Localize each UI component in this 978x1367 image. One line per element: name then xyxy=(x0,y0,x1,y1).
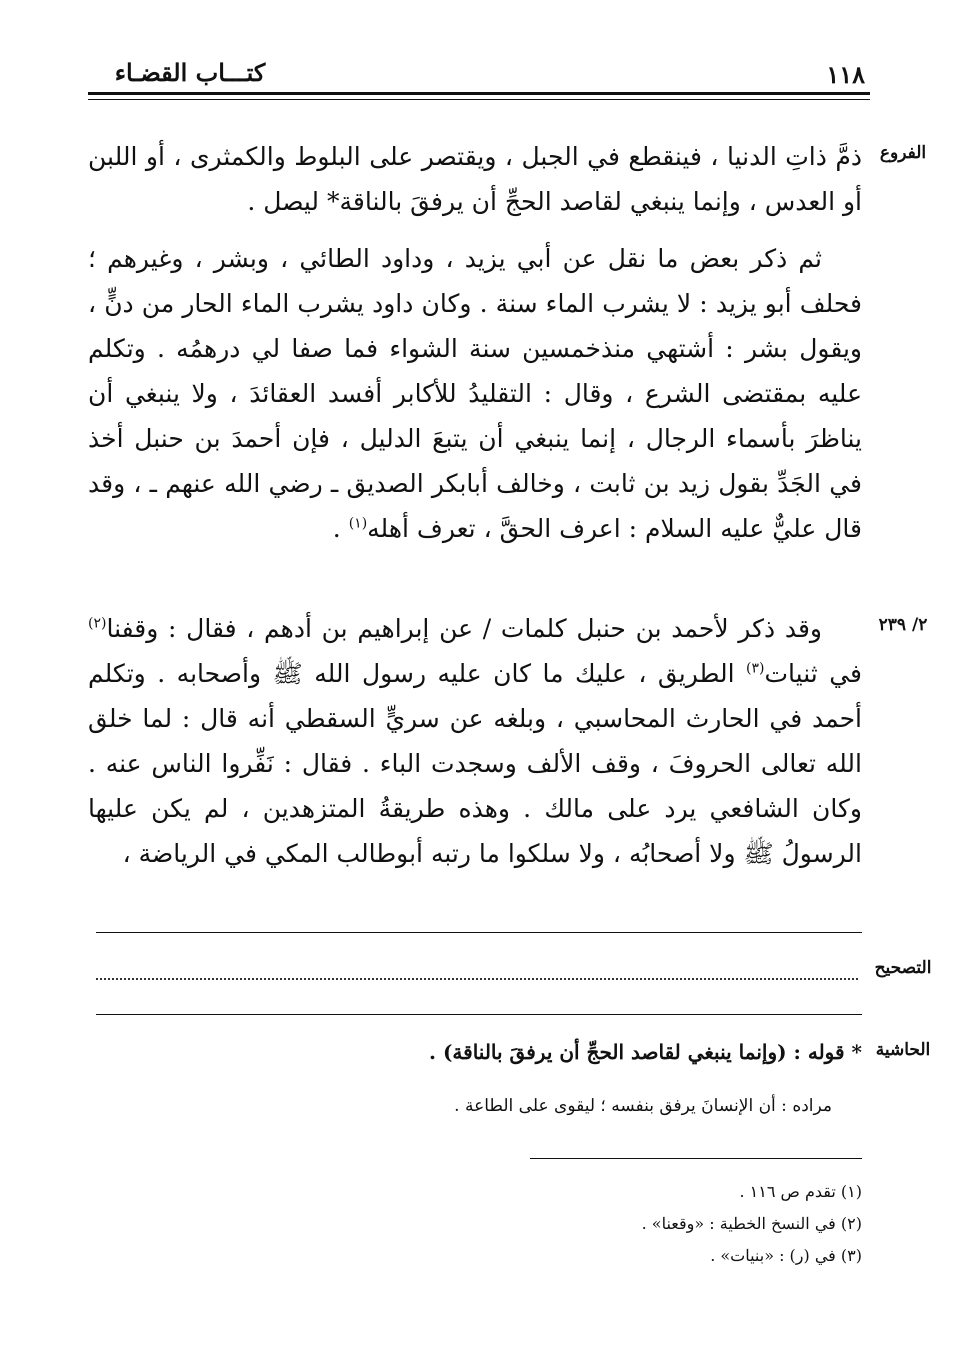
margin-label-hashiya: الحاشية xyxy=(875,1040,931,1060)
footnote-ref-2: (٢) xyxy=(88,615,107,632)
paragraph-1-text: ذمَّ ذاتِ الدنيا ، فينقطع في الجبل ، ويقتصر على البلوط والكمثرى ، أو اللبن أو العدس ، وإنما ينبغي لقاصد الحجِّ أن يرفقَ بالناقة* ليصل . xyxy=(88,142,862,216)
running-header-title: كتـــاب القضـاء xyxy=(114,58,266,87)
tashih-dotted-line xyxy=(96,958,858,980)
margin-label-ref: ٢/ ٢٣٩ xyxy=(878,615,928,635)
paragraph-2 xyxy=(88,236,862,551)
margin-label-tashih: التصحيح xyxy=(874,958,932,978)
hashiya-explanation: مراده : أن الإنسانَ يرفق بنفسه ؛ ليقوى على الطاعة . xyxy=(454,1096,832,1116)
paragraph-1 xyxy=(88,134,862,224)
header-rule-thick xyxy=(88,92,870,95)
paragraph-3 xyxy=(88,606,862,876)
hashiya-quote: * قوله : (وإنما ينبغي لقاصد الحجِّ أن يرفقَ بالناقة) . xyxy=(429,1040,862,1064)
paragraph-2-end: . xyxy=(332,514,349,543)
footnotes xyxy=(500,1176,862,1272)
footnote-2: (٢) في النسخ الخطية : «وقعنا» . xyxy=(641,1214,862,1233)
footnote-1: (١) تقدم ص ١١٦ . xyxy=(739,1182,862,1201)
page-number: ١١٨ xyxy=(826,60,865,89)
footnote-ref-1: (١) xyxy=(348,515,368,532)
tashih-top-rule xyxy=(96,932,862,933)
paragraph-2-text: ثم ذكر بعض ما نقل عن أبي يزيد ، وداود الطائي ، وبشر ، وغيرهم ؛ فحلف أبو يزيد : لا يشرب الماء سنة . وكان داود يشرب الماء الحار من دنٍّ ، ويقول بشر : أشتهي منذخمسين سنة الشواء فما صفا لي درهمُه . وتكلم عليه بمقتضى الشرع ، وقال : التقليدُ للأكابر أفسد العقائدَ ، ولا ينبغي أن يناظرَ بأسماء الرجال ، إنما ينبغي أن يتبعَ الدليل ، فإن أحمدَ بن حنبل أخذ في الجَدِّ بقول زيد بن ثابت ، وخالف أبابكر الصديق ـ رضي الله عنهم ـ ، وقد قال عليٌّ عليه السلام : اعرف الحقَّ ، تعرف أهله xyxy=(88,244,862,543)
paragraph-3-text-c: الطريق ، عليك ما كان عليه رسول الله ﷺ وأصحابه . وتكلم أحمد في الحارث المحاسبي ، وبلغه عن سريٍّ السقطي أنه قال : لما خلق الله تعالى الحروفَ ، وقف الألف وسجدت الباء . فقال : نَفِّروا الناس عنه . وكان الشافعي يرد على مالك . وهذه طريقةُ المتزهدين ، لم يكن عليها الرسولُ ﷺ ولا أصحابُه ، ولا سلكوا ما رتبه أبوطالب المكي في الرياضة ، xyxy=(88,659,862,868)
footnote-ref-3: (٣) xyxy=(746,660,765,677)
margin-label-furu: الفروع xyxy=(879,143,927,163)
footnote-rule xyxy=(530,1158,862,1159)
paragraph-3-text-a: وقد ذكر لأحمد بن حنبل كلمات / عن إبراهيم بن أدهم ، فقال : وقفنا xyxy=(106,614,822,643)
header-rule-thin xyxy=(88,99,870,100)
footnote-3: (٣) في (ر) : «بنيات» . xyxy=(710,1246,862,1265)
paragraph-3-text-b: في ثنيات xyxy=(764,659,862,688)
tashih-bottom-rule xyxy=(96,1014,862,1015)
